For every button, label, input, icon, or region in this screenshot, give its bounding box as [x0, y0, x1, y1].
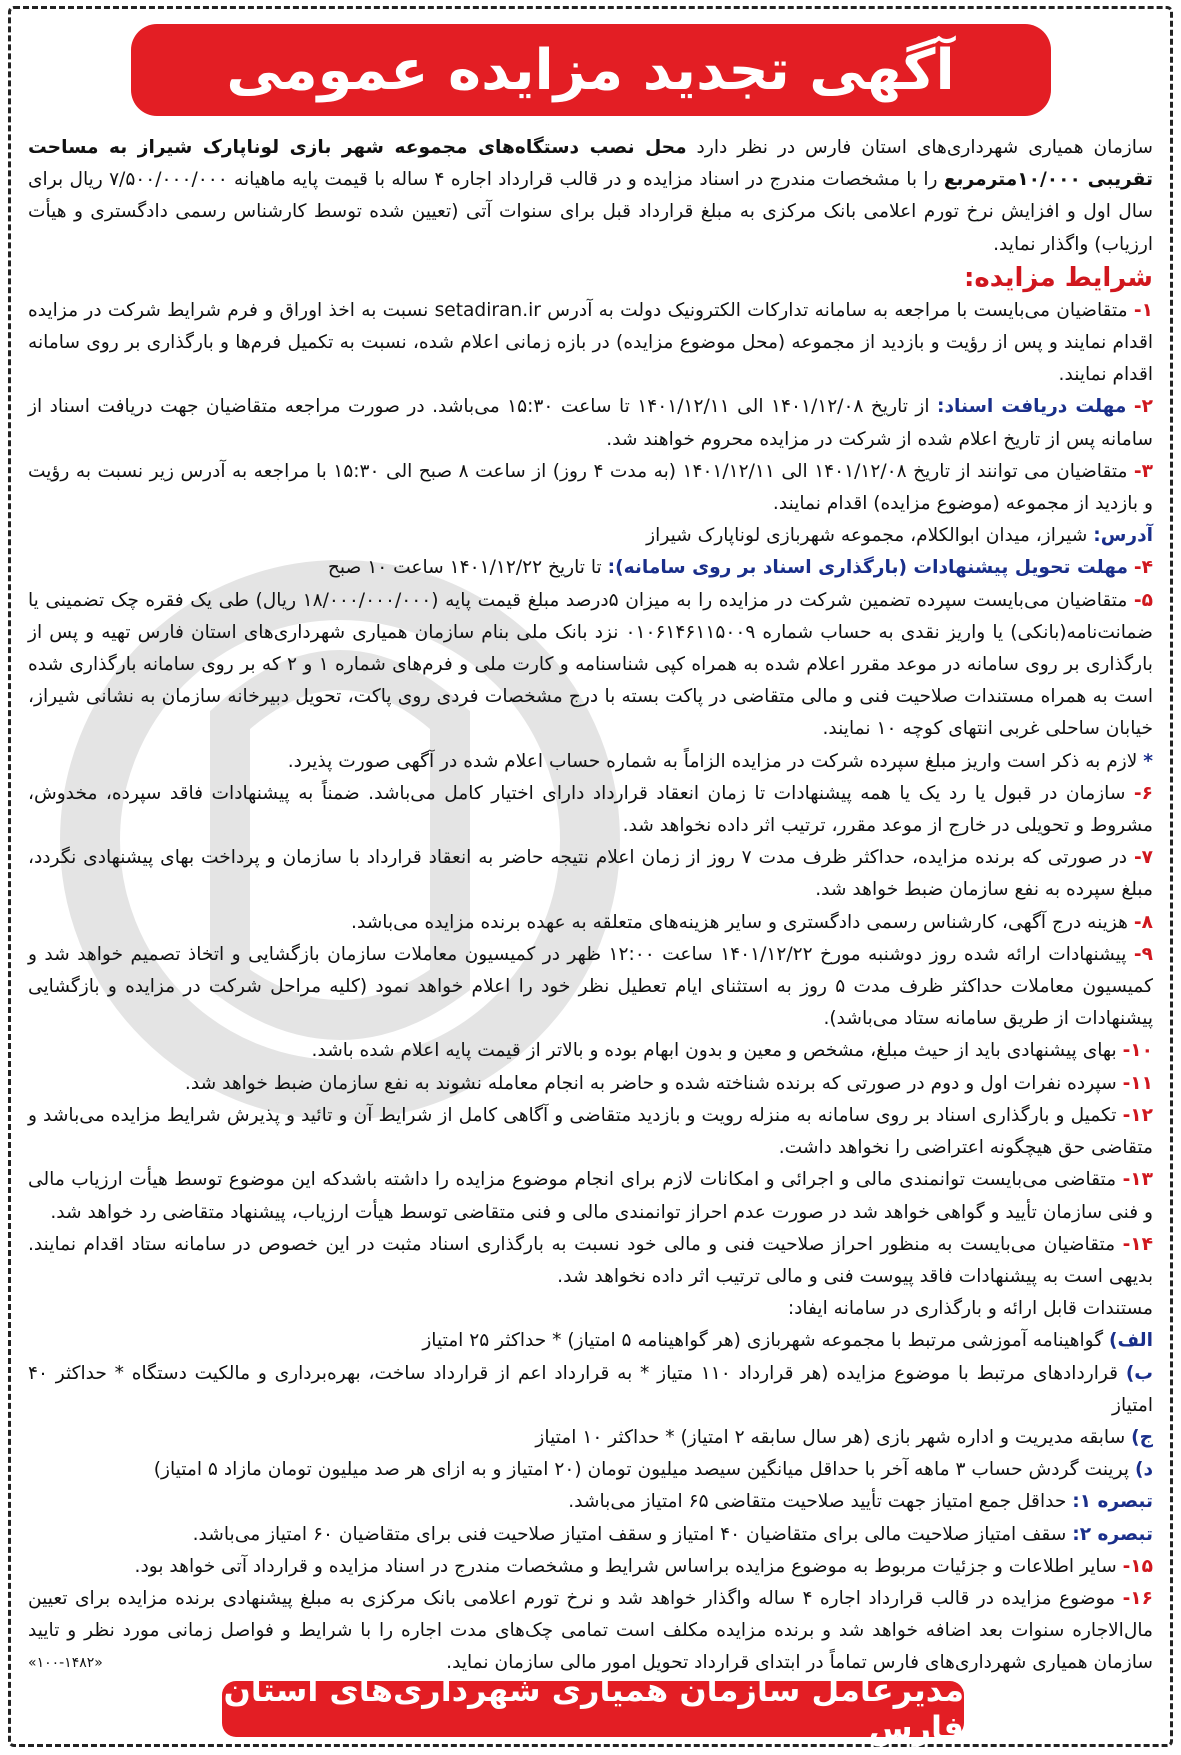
address-line — [28, 520, 1153, 552]
item-text: از تاریخ ۱۴۰۱/۱۲/۰۸ الی ۱۴۰۱/۱۲/۱۱ تا ساعت ۱۵:۳۰ می‌باشد. در صورت مراجعه متقاضیان جهت دریافت اسناد از سامانه پس از تاریخ اعلام شده از شرکت در مزایده محروم خواهند شد. — [28, 396, 1153, 450]
advertisement-body — [18, 132, 1163, 1680]
condition-item-6 — [28, 778, 1153, 842]
address-label: آدرس: — [1093, 525, 1153, 547]
note-label: تبصره ۲: — [1072, 1523, 1153, 1545]
item-number: ۶- — [1133, 782, 1153, 804]
document-item-d — [28, 1454, 1153, 1486]
document-item-b — [28, 1358, 1153, 1422]
condition-item-15 — [28, 1551, 1153, 1583]
ad-code: «۱۰۰-۱۴۸۲» — [28, 1655, 103, 1672]
condition-item-9 — [28, 939, 1153, 1036]
item-number: ۷- — [1133, 847, 1154, 869]
title-banner — [131, 24, 1051, 116]
item-number: ۱۳- — [1122, 1169, 1153, 1191]
condition-item-1 — [28, 295, 1153, 392]
item-number: ۲- — [1133, 396, 1153, 418]
item-text: پرینت گردش حساب ۳ ماهه آخر با حداقل میانگین سیصد میلیون تومان (۲۰ امتیاز و به ازای هر صد میلیون تومان مازاد ۵ امتیاز) — [153, 1459, 1135, 1481]
item-number: ۱۱- — [1122, 1072, 1153, 1094]
address-text: شیراز، میدان ابوالکلام، مجموعه شهربازی لوناپارک شیراز — [646, 525, 1094, 547]
item-text: در صورتی که برنده مزایده، حداکثر ظرف مدت ۷ روز از زمان اعلام نتیجه حاضر به انعقاد قرارداد با سازمان و پرداخت بهای پیشنهادی نگردد، مبلغ سپرده به نفع سازمان ضبط خواهد شد. — [28, 847, 1153, 901]
item-number: ۱۶- — [1122, 1587, 1153, 1609]
item-text: متقاضی می‌بایست توانمندی مالی و اجرائی و امکانات لازم برای انجام موضوع مزایده را داشته باشدکه این موضوع توسط هیأت ارزیاب مالی و فنی سازمان تأیید و گواهی خواهد شد در صورت عدم احراز توانمندی مالی و فنی متقاضی توسط هیأت ارزیاب، پیشنهاد متقاضی رد خواهد شد. — [28, 1169, 1153, 1223]
signature-banner — [222, 1671, 964, 1747]
item-number: ۱۰- — [1122, 1040, 1153, 1062]
condition-item-13 — [28, 1164, 1153, 1228]
item-text: متقاضیان می‌بایست با مراجعه به سامانه تدارکات الکترونیک دولت به آدرس setadiran.ir نسبت به اخذ اوراق و فرم شرایط شرکت در مزایده اقدام نمایند و پس از رؤیت و بازدید از مجموعه (محل موضوع مزایده) در بازه زمانی اعلام شده، نسبت به تکمیل فرم‌ها و بارگذاری بر روی سامانه اقدام نمایند. — [28, 299, 1153, 386]
item-number: ۹- — [1133, 943, 1153, 965]
item-text: بهای پیشنهادی باید از حیث مبلغ، مشخص و معین و بدون ابهام بوده و بالاتر از قیمت پایه اعلام شده باشد. — [311, 1040, 1117, 1062]
deposit-note — [28, 746, 1153, 778]
item-number: ۳- — [1133, 460, 1153, 482]
item-number: ج) — [1131, 1426, 1153, 1448]
item-number: ۴- — [1133, 557, 1153, 579]
condition-item-7 — [28, 842, 1153, 906]
condition-item-3 — [28, 456, 1153, 520]
condition-item-14 — [28, 1229, 1153, 1293]
condition-item-2 — [28, 391, 1153, 455]
intro-paragraph — [28, 132, 1153, 261]
item-number: ۸- — [1133, 911, 1153, 933]
item-text: متقاضیان می‌بایست سپرده تضمین شرکت در مزایده را به میزان ۵درصد مبلغ قیمت پایه (۱۸/۰۰۰/۰۰۰/۰۰۰ ریال) طی یک فقره چک تضمینی یا ضمانت‌نامه(بانکی) یا واریز نقدی به حساب شماره ۰۱۰۶۱۴۶۱۱۵۰۰۹ نزد بانک ملی بنام سازمان همیاری شهرداری‌های استان فارس تهیه و پس از بارگذاری بر روی سامانه در موعد مقرر اعلام شده به همراه کپی شناسنامه و کارت ملی و فرم‌های شماره ۱ و ۲ که بر روی سامانه بارگذاری شده است به همراه مستندات صلاحیت فنی و مالی متقاضی در پاکت بسته با درج مشخصات فردی روی پاکت، تحویل دبیرخانه سازمان به نشانی شیراز، خیابان ساحلی غربی انتهای کوچه ۱۰ نمایند. — [28, 589, 1153, 740]
note-text: لازم به ذکر است واریز مبلغ سپرده شرکت در مزایده الزاماً به شماره حساب اعلام شده در آگهی صورت پذیرد. — [287, 750, 1144, 772]
item-text: سابقه مدیریت و اداره شهر بازی (هر سال سابقه ۲ امتیاز) * حداکثر ۱۰ امتیاز — [535, 1426, 1132, 1448]
item-text: پیشنهادات ارائه شده روز دوشنبه مورخ ۱۴۰۱/۱۲/۲۲ ساعت ۱۲:۰۰ ظهر در کمیسیون معاملات سازمان بازگشایی و اتخاذ تصمیم خواهد شد و کمیسیون معاملات حداکثر ظرف مدت ۵ روز به استثنای ایام تعطیل نظر خود را اعلام خواهد نمود (کلیه مراحل شرکت در مزایده و بازگشایی پیشنهادات از طریق سامانه ستاد می‌باشد). — [28, 943, 1153, 1030]
item-text: موضوع مزایده در قالب قرارداد اجاره ۴ ساله واگذار خواهد شد و نرخ تورم اعلامی بانک مرکزی به مبلغ پیشنهادی برنده مزایده برای تعیین مال‌الاجاره سنوات بعد اضافه خواهد شد و برنده مزایده مکلف است تمامی چک‌های مدت اجاره را با شرایط و فواصل زمانی مورد نظر و تایید سازمان همیاری شهرداری‌های فارس تماماً در ابتدای قرارداد تحویل امور مالی سازمان نماید. — [28, 1587, 1153, 1674]
intro-subject: محل نصب دستگاه‌های مجموعه شهر بازی لوناپارک شیراز به مساحت تقریبی ۱۰/۰۰۰مترمربع — [28, 137, 1153, 191]
item-number: ب) — [1125, 1362, 1153, 1384]
item-label: مهلت تحویل پیشنهادات (بارگذاری اسناد بر روی سامانه): — [607, 557, 1128, 579]
note-text: سقف امتیاز صلاحیت مالی برای متقاضیان ۴۰ امتیاز و سقف امتیاز صلاحیت فنی برای متقاضیان ۶۰ امتیاز می‌باشد. — [192, 1523, 1073, 1545]
page-title: آگهی تجدید مزایده عمومی — [226, 37, 955, 103]
item-text: قراردادهای مرتبط با موضوع مزایده (هر قرارداد ۱۱۰ متیاز * به قرارداد اعم از قرارداد ساخت، بهره‌برداری و مالکیت دستگاه * حداکثر ۴۰ امتیاز — [28, 1362, 1153, 1416]
condition-item-5 — [28, 585, 1153, 746]
item-text: سپرده نفرات اول و دوم در صورتی که برنده شناخته شده و حاضر به انجام معامله نشوند به نفع سازمان ضبط خواهد شد. — [184, 1072, 1117, 1094]
item-number: ۵- — [1133, 589, 1153, 611]
document-item-c — [28, 1422, 1153, 1454]
item-text: متقاضیان می‌بایست به منظور احراز صلاحیت فنی و مالی خود نسبت به بارگذاری اسناد مثبت در این خصوص در سامانه ستاد اقدام نمایند. بدیهی است به پیشنهادات فاقد پیوست فنی و مالی ترتیب اثر داده نخواهد شد. — [28, 1233, 1153, 1287]
item-number: ۱۵- — [1122, 1555, 1153, 1577]
item-number: ۱۲- — [1122, 1104, 1153, 1126]
item-text: تکمیل و بارگذاری اسناد بر روی سامانه به منزله رویت و بازدید متقاضی و آگاهی کامل از شرایط آن و تائید و پذیرش شرایط مزایده می‌باشد و متقاضی حق هیچگونه اعتراضی را نخواهد داشت. — [28, 1104, 1153, 1159]
item-text: هزینه درج آگهی، کارشناس رسمی دادگستری و سایر هزینه‌های متعلقه به عهده برنده مزایده می‌باشد. — [351, 911, 1128, 933]
condition-item-11 — [28, 1068, 1153, 1100]
item-number: ۱۴- — [1122, 1233, 1153, 1255]
item-number: د) — [1134, 1459, 1153, 1481]
item-text: سایر اطلاعات و جزئیات مربوط به موضوع مزایده براساس شرایط و مشخصات مندرج در اسناد مزایده و قرارداد آتی خواهد بود. — [134, 1555, 1117, 1577]
intro-text-1: سازمان همیاری شهرداری‌های استان فارس در نظر دارد — [686, 137, 1154, 158]
note-text: حداقل جمع امتیاز جهت تأیید صلاحیت متقاضی ۶۵ امتیاز می‌باشد. — [568, 1491, 1073, 1513]
item-number: الف) — [1109, 1330, 1153, 1352]
item-number: ۱- — [1133, 299, 1153, 321]
note-1 — [28, 1486, 1153, 1518]
documents-intro: مستندات قابل ارائه و بارگذاری در سامانه ایفاد: — [787, 1298, 1153, 1320]
note-star-icon: * — [1143, 750, 1153, 772]
conditions-title: شرایط مزایده: — [963, 262, 1153, 293]
item-label: مهلت دریافت اسناد: — [937, 396, 1127, 418]
item-text: متقاضیان می توانند از تاریخ ۱۴۰۱/۱۲/۰۸ الی ۱۴۰۱/۱۲/۱۱ (به مدت ۴ روز) از ساعت ۸ صبح الی ۱۵:۳۰ با مراجعه به آدرس زیر نسبت به رؤیت و بازدید از مجموعه (موضوع مزایده) اقدام نمایند. — [28, 460, 1153, 515]
signature-text: مدیرعامل سازمان همیاری شهرداری‌های استان فارس — [223, 1671, 964, 1747]
intro-text-2: را با مشخصات مندرج در اسناد مزایده و در قالب قرارداد اجاره ۴ ساله با قیمت پایه ماهیانه ۷/۵۰۰/۰۰۰/۰۰۰ ریال برای سال اول و افزایش نرخ تورم اعلامی بانک مرکزی به مبلغ قرارداد قبل برای سنوات آتی (تعیین شده توسط کارشناس رسمی دادگستری و هیأت ارزیاب) واگذار نماید. — [28, 169, 1153, 255]
item-text: سازمان در قبول یا رد یک یا همه پیشنهادات تا زمان انعقاد قرارداد دارای اختیار کامل می‌باشد. ضمناً به پیشنهادات فاقد سپرده، مخدوش، مشروط و تحویلی در خارج از موعد مقرر، ترتیب اثر داده نخواهد شد. — [28, 782, 1153, 837]
condition-item-10 — [28, 1035, 1153, 1067]
item-text: تا تاریخ ۱۴۰۱/۱۲/۲۲ ساعت ۱۰ صبح — [327, 557, 608, 579]
item-text: گواهینامه آموزشی مرتبط با مجموعه شهربازی (هر گواهینامه ۵ امتیاز) * حداکثر ۲۵ امتیاز — [422, 1330, 1109, 1352]
condition-item-4 — [28, 552, 1153, 584]
note-2 — [28, 1519, 1153, 1551]
document-item-a — [28, 1325, 1153, 1357]
condition-item-12 — [28, 1100, 1153, 1164]
condition-item-16 — [28, 1583, 1153, 1680]
condition-item-8 — [28, 907, 1153, 939]
note-label: تبصره ۱: — [1072, 1491, 1153, 1513]
